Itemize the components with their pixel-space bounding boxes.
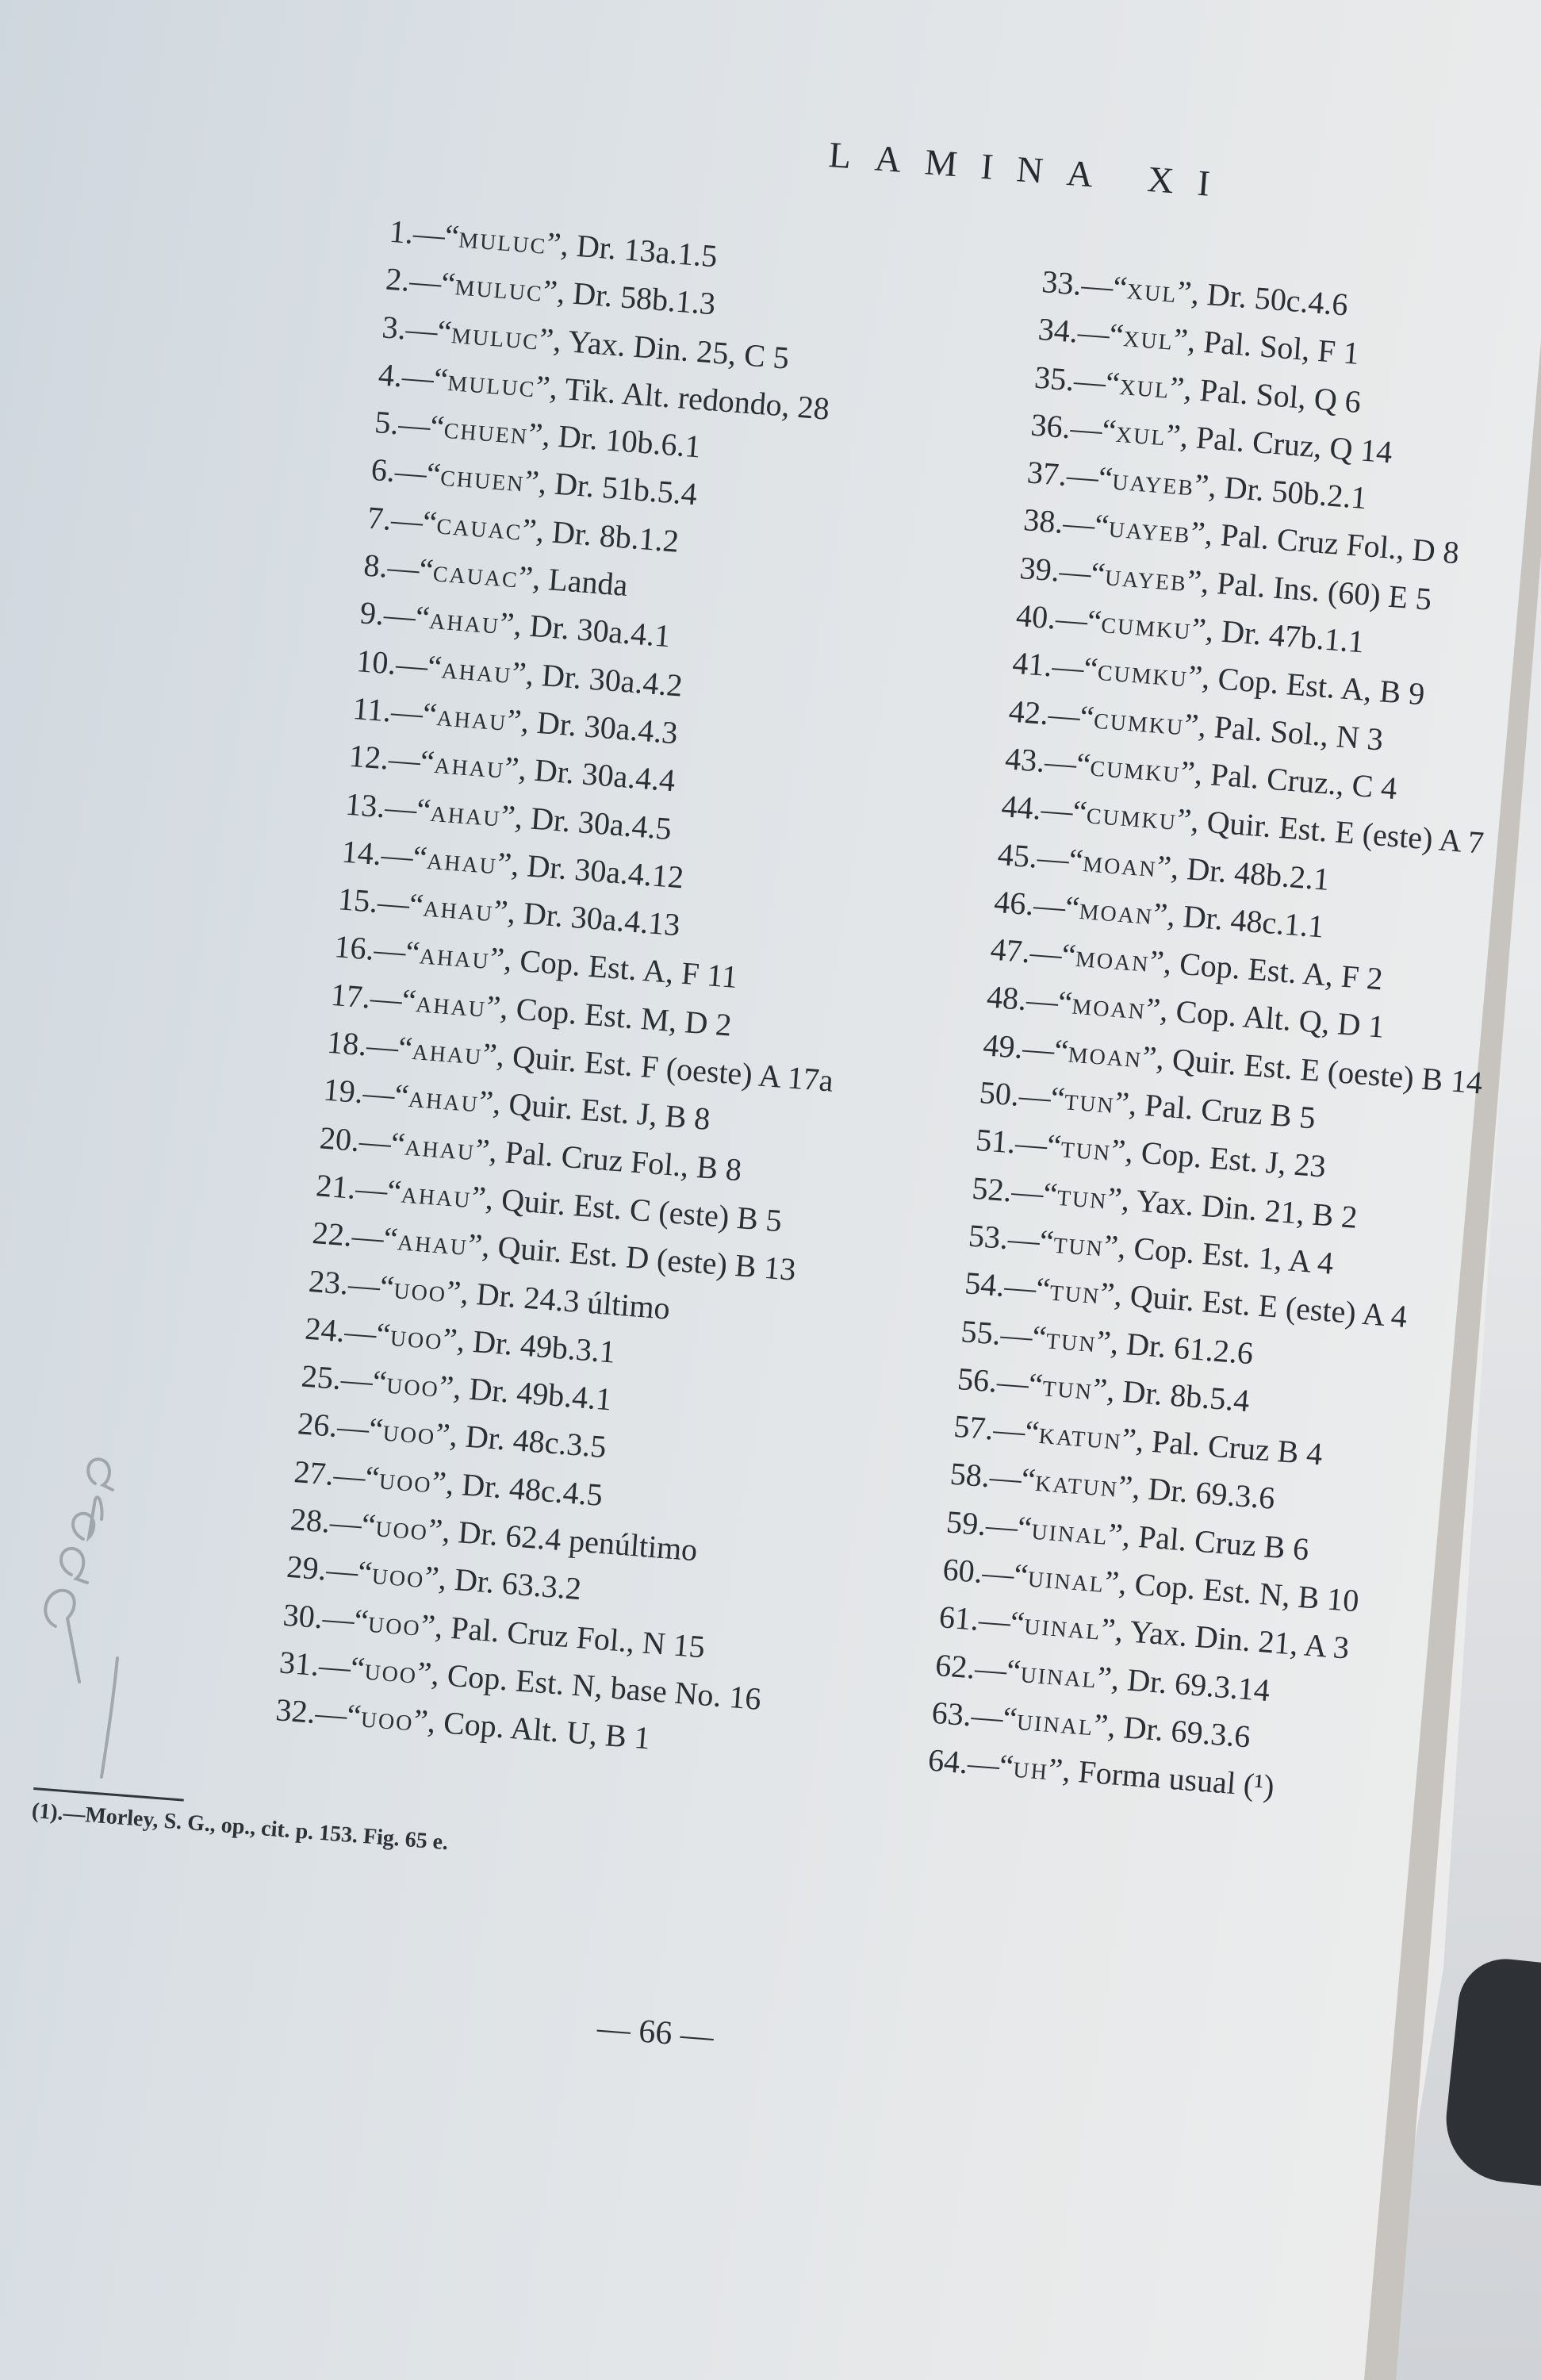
list-item: 10.—“ahau”, Dr. 30a.4.2: [355, 642, 684, 704]
list-item: 45.—“moan”, Dr. 48b.2.1: [996, 835, 1331, 897]
glyph-reference: , Pal. Cruz., C 4: [1193, 754, 1399, 807]
glyph-name: uinal: [1026, 1557, 1106, 1599]
list-item: 62.—“uinal”, Dr. 69.3.14: [933, 1646, 1271, 1708]
item-number: 17.—: [329, 976, 404, 1018]
glyph-name: cumku: [1096, 651, 1190, 694]
list-item: 15.—“ahau”, Dr. 30a.4.13: [336, 881, 682, 943]
item-number: 4.—: [377, 356, 435, 397]
list-item: 26.—“uoo”, Dr. 48c.3.5: [296, 1405, 608, 1465]
list-item: 32.—“uoo”, Cop. Alt. U, B 1: [274, 1691, 652, 1756]
item-number: 43.—: [1003, 740, 1078, 781]
item-number: 19.—: [322, 1071, 397, 1113]
left-column-list: [274, 208, 897, 1773]
list-item: 29.—“uoo”, Dr. 63.3.2: [285, 1549, 583, 1607]
glyph-name: xul: [1121, 317, 1175, 358]
list-item: 36.—“xul”, Pal. Cruz, Q 14: [1029, 406, 1394, 470]
glyph-name: muluc: [447, 361, 538, 405]
glyph-reference: , Quir. Est. F (oeste) A 17a: [495, 1037, 835, 1099]
item-number: 38.—: [1022, 501, 1097, 543]
glyph-name: moan: [1074, 937, 1152, 980]
handwritten-pencil-note: [24, 1420, 143, 1785]
list-item: 28.—“uoo”, Dr. 62.4 penúltimo: [289, 1500, 699, 1568]
list-item: 31.—“uoo”, Cop. Est. N, base No. 16: [278, 1644, 763, 1717]
list-item: 63.—“uinal”, Dr. 69.3.6: [930, 1694, 1252, 1755]
glyph-name: tun: [1045, 1319, 1098, 1359]
list-item: 50.—“tun”, Pal. Cruz B 5: [978, 1074, 1317, 1136]
glyph-reference: , Dr. 30a.4.13: [506, 893, 682, 943]
item-number: 26.—: [296, 1405, 371, 1447]
glyph-name: ahau: [422, 887, 496, 929]
item-number: 54.—: [963, 1265, 1038, 1307]
glyph-name: xul: [1118, 365, 1172, 405]
glyph-reference: , Cop. Est. A, F 2: [1162, 944, 1385, 997]
item-number: 28.—: [289, 1500, 363, 1542]
glyph-reference: , Cop. Alt. U, B 1: [426, 1703, 652, 1756]
glyph-reference: , Dr. 62.4 penúltimo: [441, 1512, 699, 1568]
glyph-name: chuen: [443, 409, 531, 451]
list-item: 37.—“uayeb”, Dr. 50b.2.1: [1025, 454, 1369, 516]
item-number: 8.—: [362, 547, 421, 587]
glyph-name: ahau: [414, 982, 488, 1024]
list-item: 43.—“cumku”, Pal. Cruz., C 4: [1003, 740, 1399, 807]
item-number: 15.—: [336, 881, 411, 923]
glyph-name: ahau: [407, 1078, 481, 1119]
item-number: 7.—: [366, 499, 424, 539]
item-number: 37.—: [1025, 454, 1100, 496]
list-item: 59.—“uinal”, Pal. Cruz B 6: [945, 1503, 1311, 1568]
list-item: 56.—“tun”, Dr. 8b.5.4: [956, 1360, 1252, 1418]
glyph-name: ahau: [425, 839, 499, 881]
item-number: 6.—: [370, 451, 428, 492]
glyph-reference: , Dr. 47b.1.1: [1204, 612, 1366, 660]
item-number: 35.—: [1033, 359, 1107, 401]
glyph-name: uinal: [1019, 1653, 1099, 1695]
glyph-reference: , Dr. 30a.4.1: [512, 606, 672, 654]
glyph-name: tun: [1060, 1128, 1114, 1169]
glyph-name: uoo: [370, 1555, 427, 1595]
item-number: 64.—: [926, 1741, 1001, 1783]
list-item: 23.—“uoo”, Dr. 24.3 último: [307, 1262, 672, 1326]
item-number: 2.—: [384, 260, 443, 301]
list-item: 3.—“muluc”, Yax. Din. 25, C 5: [381, 308, 791, 376]
glyph-reference: , Dr. 48c.1.1: [1166, 896, 1325, 945]
glyph-reference: , Dr. 49b.3.1: [455, 1322, 617, 1370]
page-number: — 66 —: [596, 2010, 715, 2056]
item-number: 14.—: [340, 833, 415, 875]
item-number: 1.—: [388, 213, 447, 253]
glyph-reference: , Cop. Est. A, F 11: [502, 941, 739, 996]
glyph-reference: , Cop. Alt. Q, D 1: [1159, 992, 1386, 1046]
glyph-reference: , Pal. Cruz Fol., D 8: [1203, 516, 1461, 571]
glyph-reference: , Dr. 30a.4.4: [517, 750, 677, 799]
glyph-reference: , Pal. Cruz B 4: [1134, 1422, 1324, 1472]
list-item: 48.—“moan”, Cop. Alt. Q, D 1: [985, 978, 1386, 1046]
glyph-reference: , Cop. Est. M, D 2: [499, 989, 734, 1043]
glyph-name: ahau: [396, 1221, 470, 1263]
item-number: 47.—: [989, 931, 1064, 973]
item-number: 9.—: [358, 594, 417, 635]
list-item: 4.—“muluc”, Tik. Alt. redondo, 28: [377, 356, 831, 427]
glyph-name: ahau: [418, 935, 492, 977]
item-number: 62.—: [933, 1646, 1009, 1688]
glyph-reference: , Cop. Est. N, base No. 16: [430, 1656, 763, 1717]
glyph-reference: , Dr. 10b.6.1: [541, 416, 703, 465]
glyph-name: tun: [1048, 1271, 1102, 1311]
glyph-name: uoo: [359, 1698, 416, 1738]
item-number: 25.—: [300, 1357, 374, 1399]
list-item: 55.—“tun”, Dr. 61.2.6: [960, 1312, 1255, 1371]
glyph-reference: , Yax. Din. 25, C 5: [552, 321, 791, 376]
glyph-reference: , Dr. 69.3.6: [1131, 1469, 1277, 1517]
glyph-reference: , Dr. 8b.5.4: [1106, 1372, 1252, 1418]
glyph-reference: , Dr. 48b.2.1: [1169, 849, 1331, 897]
list-item: 49.—“moan”, Quir. Est. E (oeste) B 14: [982, 1026, 1484, 1101]
item-number: 27.—: [293, 1453, 367, 1495]
item-number: 57.—: [953, 1407, 1027, 1449]
glyph-name: muluc: [450, 313, 541, 357]
glyph-reference: , Quir. Est. E (oeste) B 14: [1155, 1039, 1484, 1101]
list-item: 13.—“ahau”, Dr. 30a.4.5: [343, 785, 673, 846]
item-number: 49.—: [982, 1026, 1056, 1068]
glyph-name: tun: [1052, 1223, 1106, 1264]
glyph-reference: , Cop. Est. J, 23: [1124, 1133, 1328, 1184]
glyph-reference: , Dr. 30a.4.5: [513, 798, 673, 846]
glyph-name: uoo: [378, 1460, 434, 1500]
item-number: 5.—: [373, 404, 432, 444]
glyph-name: moan: [1071, 985, 1148, 1027]
glyph-name: cumku: [1092, 699, 1186, 742]
glyph-name: ahau: [411, 1031, 485, 1072]
glyph-reference: , Pal. Cruz B 6: [1121, 1517, 1311, 1568]
list-item: 61.—“uinal”, Yax. Din. 21, A 3: [937, 1599, 1351, 1666]
glyph-name: cumku: [1089, 747, 1183, 790]
glyph-reference: , Pal. Sol, F 1: [1186, 322, 1361, 372]
item-number: 48.—: [985, 978, 1060, 1020]
list-item: 33.—“xul”, Dr. 50c.4.6: [1041, 263, 1350, 323]
glyph-reference: , Dr. 69.3.14: [1110, 1660, 1271, 1708]
glyph-reference: , Dr. 30a.4.2: [524, 655, 684, 704]
glyph-name: uoo: [389, 1316, 445, 1357]
item-number: 18.—: [325, 1023, 401, 1065]
list-item: 44.—“cumku”, Quir. Est. E (este) A 7: [1000, 788, 1485, 861]
list-item: 57.—“katun”, Pal. Cruz B 4: [953, 1407, 1324, 1472]
item-number: 40.—: [1014, 597, 1089, 639]
footnote-rule: [33, 1787, 184, 1802]
glyph-reference: , Forma usual (¹): [1061, 1752, 1276, 1805]
glyph-name: cauac: [435, 505, 524, 547]
glyph-name: moan: [1081, 842, 1159, 884]
glyph-reference: , Tik. Alt. redondo, 28: [548, 369, 831, 427]
glyph-name: muluc: [457, 218, 549, 261]
list-item: 64.—“uh”, Forma usual (¹): [926, 1741, 1276, 1805]
right-column-list: [926, 258, 1541, 1822]
glyph-reference: , Quir. Est. D (este) B 13: [481, 1227, 798, 1288]
glyph-name: tun: [1041, 1367, 1094, 1407]
list-item: 12.—“ahau”, Dr. 30a.4.4: [347, 738, 677, 799]
list-item: 40.—“cumku”, Dr. 47b.1.1: [1014, 597, 1366, 660]
list-item: 38.—“uayeb”, Pal. Cruz Fol., D 8: [1022, 501, 1461, 571]
glyph-reference: , Dr. 48c.4.5: [444, 1464, 604, 1513]
glyph-name: katun: [1037, 1415, 1124, 1457]
item-number: 52.—: [971, 1169, 1045, 1211]
list-item: 8.—“cauac”, Landa: [362, 547, 630, 604]
list-item: 21.—“ahau”, Quir. Est. C (este) B 5: [314, 1167, 784, 1239]
glyph-name: uoo: [363, 1650, 420, 1691]
glyph-name: muluc: [454, 266, 545, 309]
item-number: 41.—: [1011, 644, 1086, 686]
glyph-name: cumku: [1100, 604, 1194, 647]
list-item: 39.—“uayeb”, Pal. Ins. (60) E 5: [1018, 549, 1433, 617]
glyph-reference: , Dr. 24.3 último: [459, 1274, 672, 1326]
list-item: 6.—“chuen”, Dr. 51b.5.4: [370, 451, 699, 512]
glyph-name: xul: [1125, 270, 1179, 310]
glyph-name: uh: [1012, 1748, 1050, 1787]
glyph-name: uoo: [366, 1603, 423, 1643]
list-item: 30.—“uoo”, Pal. Cruz Fol., N 15: [282, 1596, 707, 1664]
item-number: 51.—: [974, 1122, 1048, 1163]
item-number: 16.—: [333, 928, 408, 970]
list-item: 2.—“muluc”, Dr. 58b.1.3: [384, 260, 717, 322]
item-number: 55.—: [960, 1312, 1034, 1354]
glyph-name: uayeb: [1103, 556, 1189, 598]
glyph-reference: , Dr. 8b.1.2: [535, 512, 680, 559]
list-item: 51.—“tun”, Cop. Est. J, 23: [974, 1122, 1328, 1184]
item-number: 39.—: [1018, 549, 1093, 591]
glyph-reference: , Dr. 30a.4.3: [519, 703, 680, 751]
list-item: 41.—“cumku”, Cop. Est. A, B 9: [1011, 644, 1426, 712]
list-item: 19.—“ahau”, Quir. Est. J, B 8: [322, 1071, 712, 1138]
item-number: 53.—: [967, 1217, 1041, 1259]
glyph-name: uoo: [374, 1507, 430, 1548]
item-number: 34.—: [1037, 311, 1111, 352]
glyph-name: ahau: [440, 649, 514, 690]
glyph-name: chuen: [439, 457, 527, 500]
glyph-name: uayeb: [1110, 460, 1196, 503]
list-item: 35.—“xul”, Pal. Sol, Q 6: [1033, 359, 1363, 420]
item-number: 42.—: [1007, 693, 1082, 734]
glyph-name: ahau: [433, 744, 507, 785]
glyph-name: katun: [1033, 1462, 1120, 1505]
list-item: 34.—“xul”, Pal. Sol, F 1: [1037, 311, 1361, 372]
glyph-name: tun: [1056, 1176, 1110, 1216]
glyph-name: ahau: [404, 1126, 477, 1167]
list-item: 47.—“moan”, Cop. Est. A, F 2: [989, 931, 1385, 997]
glyph-name: ahau: [427, 600, 502, 642]
item-number: 60.—: [941, 1551, 1016, 1593]
glyph-name: uoo: [393, 1269, 449, 1309]
glyph-name: cauac: [431, 552, 520, 595]
item-number: 36.—: [1029, 406, 1104, 448]
item-number: 58.—: [949, 1456, 1023, 1497]
glyph-reference: , Dr. 69.3.6: [1106, 1707, 1252, 1755]
item-number: 59.—: [945, 1503, 1019, 1545]
item-number: 21.—: [314, 1167, 389, 1208]
glyph-reference: , Pal. Cruz, Q 14: [1179, 417, 1394, 470]
list-item: 1.—“muluc”, Dr. 13a.1.5: [388, 213, 719, 274]
glyph-reference: , Dr. 58b.1.3: [555, 274, 717, 322]
list-item: 53.—“tun”, Cop. Est. 1, A 4: [967, 1217, 1335, 1281]
list-item: 58.—“katun”, Dr. 69.3.6: [949, 1456, 1277, 1517]
glyph-name: cumku: [1085, 794, 1179, 838]
list-item: 11.—“ahau”, Dr. 30a.4.3: [351, 689, 680, 751]
glyph-reference: , Pal. Cruz Fol., B 8: [488, 1132, 743, 1188]
item-number: 45.—: [996, 835, 1071, 877]
footnote: (1).—Morley, S. G., op., cit. p. 153. Fig. 65 e.: [30, 1798, 450, 1856]
glyph-name: uinal: [1030, 1510, 1110, 1552]
glyph-name: uoo: [381, 1411, 438, 1452]
glyph-name: uayeb: [1107, 508, 1193, 551]
glyph-reference: , Dr. 50c.4.6: [1190, 274, 1350, 323]
item-number: 33.—: [1041, 263, 1115, 305]
glyph-name: tun: [1063, 1081, 1117, 1121]
glyph-name: uoo: [385, 1364, 441, 1404]
item-number: 63.—: [930, 1694, 1005, 1736]
glyph-name: ahau: [400, 1173, 473, 1215]
glyph-reference: , Cop. Est. 1, A 4: [1117, 1228, 1335, 1281]
glyph-reference: , Quir. Est. J, B 8: [491, 1084, 712, 1138]
list-item: 7.—“cauac”, Dr. 8b.1.2: [366, 499, 680, 559]
glyph-reference: , Pal. Cruz B 5: [1127, 1085, 1317, 1136]
glyph-name: xul: [1114, 413, 1168, 453]
item-number: 32.—: [274, 1691, 349, 1733]
glyph-reference: , Dr. 48c.3.5: [448, 1417, 608, 1465]
glyph-name: moan: [1078, 889, 1156, 931]
list-item: 16.—“ahau”, Cop. Est. A, F 11: [333, 928, 739, 996]
list-item: 25.—“uoo”, Dr. 49b.4.1: [300, 1357, 613, 1418]
item-number: 3.—: [381, 308, 439, 349]
list-item: 27.—“uoo”, Dr. 48c.4.5: [293, 1453, 604, 1513]
item-number: 24.—: [304, 1310, 378, 1352]
glyph-reference: , Dr. 61.2.6: [1109, 1324, 1255, 1371]
glyph-reference: , Cop. Est. A, B 9: [1201, 659, 1426, 712]
list-item: 18.—“ahau”, Quir. Est. F (oeste) A 17a: [325, 1023, 835, 1099]
glyph-reference: , Yax. Din. 21, A 3: [1114, 1612, 1351, 1666]
list-item: 60.—“uinal”, Cop. Est. N, B 10: [941, 1551, 1361, 1619]
list-item: 52.—“tun”, Yax. Din. 21, B 2: [971, 1169, 1359, 1235]
item-number: 23.—: [307, 1262, 381, 1304]
glyph-reference: , Dr. 49b.4.1: [452, 1369, 613, 1418]
item-number: 50.—: [978, 1074, 1052, 1115]
glyph-reference: , Dr. 63.3.2: [437, 1560, 583, 1607]
glyph-reference: , Quir. Est. C (este) B 5: [484, 1180, 784, 1239]
item-number: 20.—: [318, 1119, 393, 1161]
glyph-reference: , Dr. 13a.1.5: [559, 226, 719, 274]
list-item: 46.—“moan”, Dr. 48c.1.1: [992, 883, 1325, 945]
glyph-reference: , Quir. Est. E (este) A 4: [1113, 1276, 1409, 1335]
glyph-reference: , Pal. Cruz Fol., N 15: [433, 1607, 707, 1664]
list-item: 54.—“tun”, Quir. Est. E (este) A 4: [963, 1265, 1409, 1335]
glyph-reference: , Landa: [531, 559, 630, 604]
glyph-name: ahau: [435, 697, 509, 738]
list-item: 24.—“uoo”, Dr. 49b.3.1: [304, 1310, 617, 1370]
glyph-name: ahau: [429, 792, 503, 834]
item-number: 56.—: [956, 1360, 1030, 1402]
glyph-reference: , Cop. Est. N, B 10: [1117, 1564, 1361, 1619]
glyph-reference: , Quir. Est. E (este) A 7: [1190, 802, 1485, 861]
list-item: 14.—“ahau”, Dr. 30a.4.12: [340, 833, 685, 896]
item-number: 10.—: [355, 642, 430, 684]
glyph-reference: , Dr. 51b.5.4: [537, 464, 699, 512]
list-item: 42.—“cumku”, Pal. Sol., N 3: [1007, 693, 1385, 758]
item-number: 30.—: [282, 1596, 356, 1637]
page-title: LAMINA XI: [827, 133, 1236, 206]
item-number: 44.—: [1000, 788, 1075, 830]
list-item: 22.—“ahau”, Quir. Est. D (este) B 13: [311, 1215, 798, 1288]
item-number: 29.—: [285, 1549, 360, 1590]
list-item: 20.—“ahau”, Pal. Cruz Fol., B 8: [318, 1119, 743, 1188]
glyph-name: uinal: [1022, 1605, 1103, 1647]
item-number: 11.—: [351, 689, 424, 731]
glyph-reference: , Dr. 30a.4.12: [510, 846, 685, 896]
item-number: 12.—: [347, 738, 422, 779]
item-number: 13.—: [343, 785, 419, 827]
glyph-name: moan: [1067, 1033, 1144, 1075]
item-number: 61.—: [937, 1599, 1012, 1641]
glyph-reference: , Yax. Din. 21, B 2: [1120, 1180, 1359, 1235]
item-number: 31.—: [278, 1644, 352, 1686]
glyph-reference: , Pal. Ins. (60) E 5: [1200, 563, 1433, 617]
item-number: 22.—: [311, 1215, 385, 1257]
item-number: 46.—: [992, 883, 1068, 925]
glyph-reference: , Pal. Sol., N 3: [1197, 707, 1385, 758]
list-item: 9.—“ahau”, Dr. 30a.4.1: [358, 594, 672, 654]
list-item: 17.—“ahau”, Cop. Est. M, D 2: [329, 976, 734, 1043]
list-item: 5.—“chuen”, Dr. 10b.6.1: [373, 404, 703, 465]
glyph-reference: , Dr. 50b.2.1: [1207, 468, 1369, 516]
glyph-reference: , Pal. Sol, Q 6: [1183, 370, 1363, 420]
glyph-name: uinal: [1015, 1700, 1095, 1743]
